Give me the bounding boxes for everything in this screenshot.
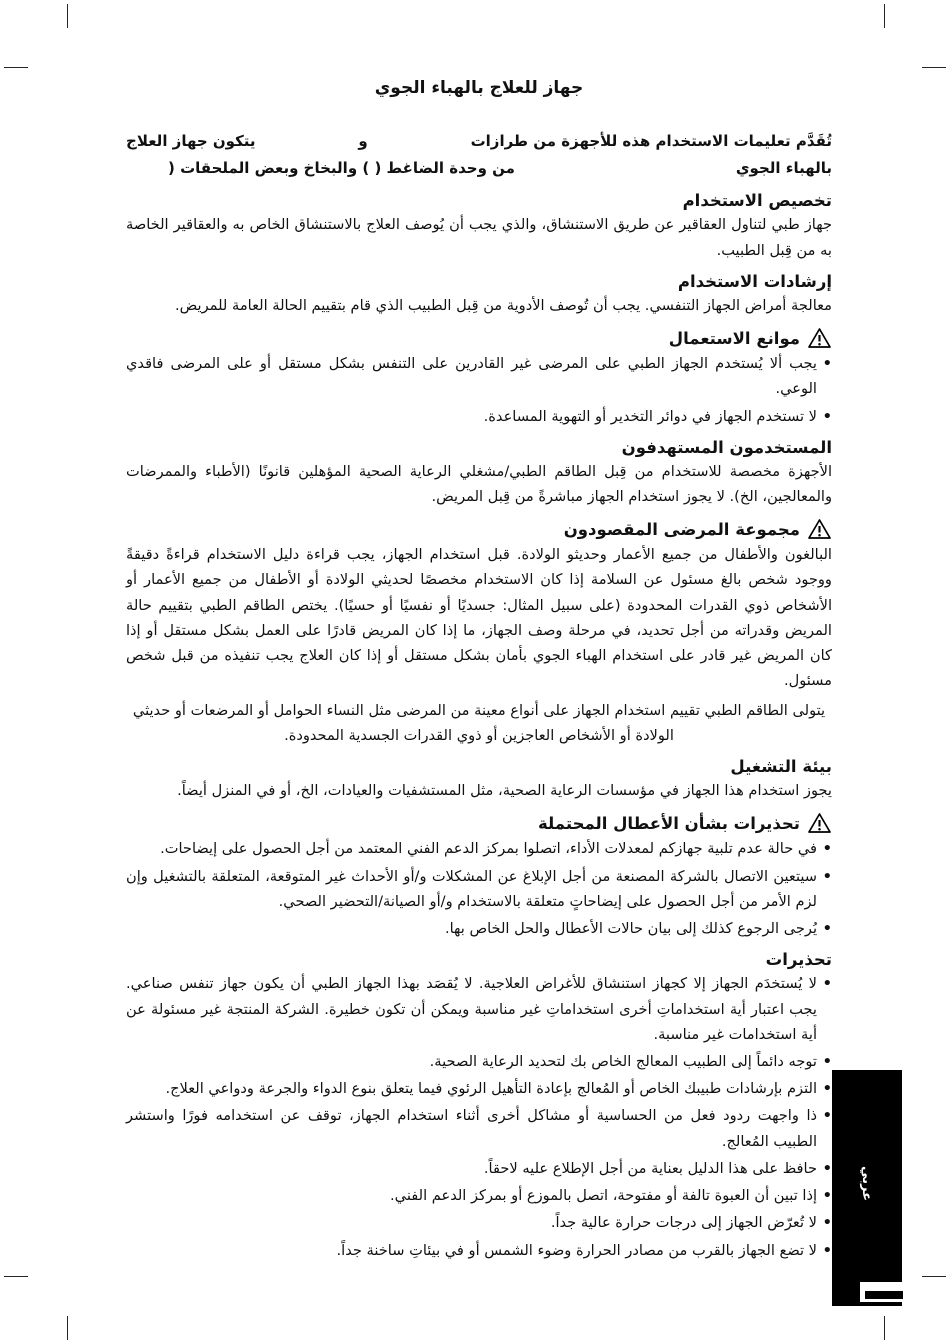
section-paragraph: يجوز استخدام هذا الجهاز في مؤسسات الرعاية الصحية، مثل المستشفيات والعيادات، الخ، أو في المنزل أيضاً. <box>177 782 832 800</box>
intro-text: من وحدة الضاغط ( ) والبخاخ وبعض الملحقات ( <box>168 158 515 177</box>
warning-triangle-icon <box>807 812 832 834</box>
crop-mark <box>922 1276 946 1277</box>
warning-triangle-icon <box>807 518 832 540</box>
page-title: جهاز للعلاج بالهباء الجوي <box>374 78 584 98</box>
list-item: • التزم بإرشادات طبيبك الخاص أو المُعالج بإعادة التأهيل الرئوي فيما يتعلق بنوع الدواء والجرعة ودواعي العلاج. <box>126 1076 832 1101</box>
section-usage-instructions <box>126 272 832 318</box>
language-tab-label: عربي <box>859 1165 875 1201</box>
page-corner-bar <box>865 1291 903 1299</box>
page-corner-mark <box>860 1282 908 1302</box>
list-item: • سيتعين الاتصال بالشركة المصنعة من أجل الإبلاغ عن المشكلات و/أو الأحداث غير المتوقعة، المتعلقة بالتشغيل وإن لزم الأمر من أجل الحصول على إيضاحاتٍ متعلقة بالاستخدام و/أو الصيانة/التحضير الصحي. <box>126 864 832 914</box>
section-intended-users <box>126 438 832 509</box>
intro-text: تُقَدَّم تعليمات الاستخدام هذه للأجهزة من طرازات <box>470 132 832 150</box>
list-item: • في حالة عدم تلبية جهازكم لمعدلات الأداء، اتصلوا بمركز الدعم الفني المعتمد من أجل الحصول على إيضاحات. <box>126 836 832 861</box>
list-item: • توجه دائماً إلى الطبيب المعالج الخاص بك لتحديد الرعاية الصحية. <box>126 1049 832 1074</box>
crop-mark <box>4 1276 28 1277</box>
list-item: • إذا تبين أن العبوة تالفة أو مفتوحة، اتصل بالموزع أو بمركز الدعم الفني. <box>126 1183 832 1208</box>
section-heading <box>126 757 832 776</box>
section-contraindications <box>126 327 832 429</box>
section-heading-label: تحذيرات بشأن الأعطال المحتملة <box>538 813 800 833</box>
crop-mark <box>884 1316 885 1340</box>
section-heading <box>126 191 832 210</box>
section-heading <box>126 950 832 969</box>
section-heading <box>126 812 832 834</box>
crop-mark <box>922 67 946 68</box>
intro-line-2 <box>126 155 832 182</box>
section-heading-label: بيئة التشغيل <box>730 757 832 777</box>
section-paragraph: معالجة أمراض الجهاز التنفسي. يجب أن تُوصف الأدوية من قِبل الطبيب الذي قام بتقييم الحالة العامة للمريض. <box>175 296 832 314</box>
list-item: • يُرجى الرجوع كذلك إلى بيان حالات الأعطال والحل الخاص بها. <box>126 916 832 941</box>
section-paragraph: الأجهزة مخصصة للاستخدام من قِبل الطاقم الطبي/مشغلي الرعاية الصحية المؤهلين قانونًا (الأطباء والممرضات والمعالجين، الخ). لا يجوز استخدام الجهاز مباشرةً من قِبل المريض. <box>126 462 832 506</box>
section-heading-label: المستخدمون المستهدفون <box>621 437 832 457</box>
section-heading <box>126 518 832 540</box>
list-item: • حافظ على هذا الدليل بعناية من أجل الإطلاع عليه لاحقاً. <box>126 1156 832 1181</box>
language-tab-arabic <box>832 1070 902 1306</box>
bullet-list <box>126 971 832 1263</box>
list-item: • لا تضع الجهاز بالقرب من مصادر الحرارة وضوء الشمس أو في بيئاتِ ساخنة جداً. <box>126 1238 832 1263</box>
list-item: • لا تستخدم الجهاز في دوائر التخدير أو التهوية المساعدة. <box>126 404 832 429</box>
intro-text: و <box>358 132 368 150</box>
crop-mark <box>67 4 68 28</box>
section-heading-label: مجموعة المرضى المقصودون <box>563 519 800 539</box>
intro-text: يتكون جهاز العلاج <box>126 132 256 150</box>
section-heading-label: تخصيص الاستخدام <box>682 191 832 211</box>
crop-mark <box>884 4 885 28</box>
section-intended-patient-group <box>126 518 832 748</box>
section-paragraph: البالغون والأطفال من جميع الأعمار وحديثو الولادة. قبل استخدام الجهاز، يجب قراءة دليل الاستخدام قراءةً دقيقةً ووجود شخص بالغ مسئول عن السلامة إذا كان الاستخدام مخصصًا لحديثي الولادة أو الأطفال من جميع الأعمار أو الأشخاص ذوي القدرات المحدودة (على سبيل المثال: جسديًا أو نفسيًا أو حسيًا). يختص الطاقم الطبي بتقييم حالة المريض وقدراته من أجل تحديد، في مرحلة وصف الجهاز، ما إذا كان المريض قادرًا على العمل بشكل مستقل أو إذا كان المريض غير قادر على استخدام الهباء الجوي بأمان بشكل مستقل أو إذا كان العلاج يجب تنفيذه من قبل شخص مسئول. <box>126 546 832 690</box>
section-paragraph: جهاز طبي لتناول العقاقير عن طريق الاستنشاق، والذي يجب أن يُوصف العلاج بالاستنشاق الخاص به والعقاقير الخاصة به من قِبل الطبيب. <box>126 216 832 259</box>
intro-line-1 <box>126 128 832 155</box>
warning-triangle-icon <box>807 327 832 349</box>
section-warnings <box>126 950 832 1263</box>
section-paragraph: يتولى الطاقم الطبي تقييم استخدام الجهاز على أنواع معينة من المرضى مثل النساء الحوامل أو المرضعات أو حديثي الولادة أو الأشخاص العاجزين أو ذوي القدرات الجسدية المحدودة. <box>132 701 826 744</box>
crop-mark <box>4 67 28 68</box>
section-heading <box>126 327 832 349</box>
document-body <box>126 78 832 1267</box>
section-heading <box>126 272 832 291</box>
section-heading-label: إرشادات الاستخدام <box>677 271 832 291</box>
intro-text: بالهباء الجوي <box>735 158 832 177</box>
list-item: • لا يُستخدَم الجهاز إلا كجهاز استنشاق للأغراض العلاجية. لا يُقصَد بهذا الجهاز الطبي أن يكون جهاز تنفس صناعي. يجب اعتبار أية استخداماتِ أخرى استخداماتِ غير مناسبة ويمكن أن تكون خطيرة. الشركة المنتجة غير مسئولة عن أية استخدامات غير مناسبة. <box>126 971 832 1047</box>
list-item: • لا تُعرّض الجهاز إلى درجات حرارة عالية جداً. <box>126 1210 832 1235</box>
crop-mark <box>67 1316 68 1340</box>
section-operating-environment <box>126 757 832 803</box>
list-item: • يجب ألا يُستخدم الجهاز الطبي على المرضى غير القادرين على التنفس بشكل مستقل أو على المرضى فاقدي الوعي. <box>126 351 832 401</box>
section-heading <box>126 438 832 457</box>
bullet-list <box>126 351 832 429</box>
bullet-list <box>126 836 832 941</box>
intro-paragraph <box>126 128 832 181</box>
section-intended-use <box>126 191 832 262</box>
section-malfunction-warnings <box>126 812 832 941</box>
section-heading-label: موانع الاستعمال <box>668 328 800 348</box>
section-heading-label: تحذيرات <box>765 950 832 970</box>
list-item: • ذا واجهت ردود فعل من الحساسية أو مشاكل أخرى أثناء استخدام الجهاز، توقف عن استخدامه فورًا واستشر الطبيب المُعالج. <box>126 1103 832 1153</box>
